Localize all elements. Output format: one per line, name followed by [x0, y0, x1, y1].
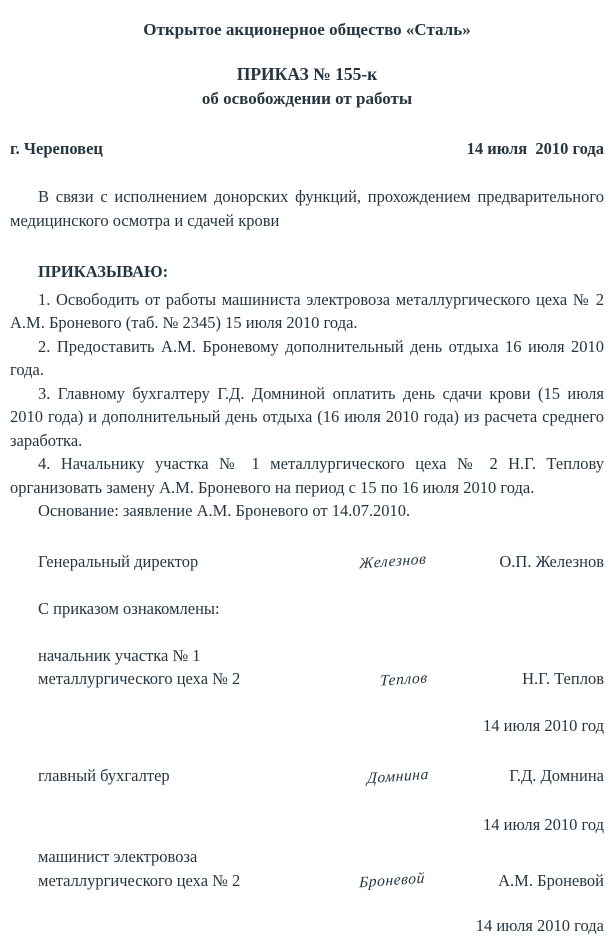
preamble-paragraph: В связи с исполнением донорских функций, прохождением предварительного медицинского осмотра и сдачей крови: [10, 187, 604, 230]
director-title: Генеральный директор: [38, 551, 199, 571]
company-name: Открытое акционерное общество «Сталь»: [143, 20, 471, 39]
order-item-2: 2. Предоставить А.М. Броневому дополнительный день отдыха 16 июля 2010 года.: [10, 336, 604, 379]
order-date: 14 июля 2010 года: [466, 139, 604, 158]
ack-row-accountant: [10, 764, 604, 788]
acknowledged-heading: С приказом ознакомлены:: [38, 599, 220, 618]
ack-row-foreman: [10, 644, 604, 691]
director-signature-row: [10, 550, 604, 574]
city-label: г. Череповец: [10, 139, 103, 158]
ack-row-driver: [10, 845, 604, 892]
ack-driver-handwritten-signature: Броневой: [358, 869, 426, 892]
ack-foreman-handwritten-signature: Теплов: [379, 668, 429, 690]
resolution-heading: ПРИКАЗЫВАЮ:: [38, 262, 169, 281]
director-handwritten-signature: Железнов: [358, 550, 427, 573]
order-item-1: 1. Освободить от работы машиниста электровоза металлургического цеха № 2 А.М. Броневого (таб. № 2345) 15 июля 2010 года.: [10, 289, 604, 332]
place-date-row: [10, 139, 604, 159]
ack-foreman-date: 14 июля 2010 год: [483, 715, 604, 735]
ack-accountant-date: 14 июля 2010 год: [483, 814, 604, 834]
order-items: [10, 288, 604, 500]
ack-foreman-name: Н.Г. Теплов: [522, 669, 604, 688]
ack-accountant-name: Г.Д. Домнина: [509, 766, 604, 785]
ack-accountant-title: главный бухгалтер: [38, 766, 170, 785]
basis-line: Основание: заявление А.М. Броневого от 14.07.2010.: [38, 501, 411, 520]
ack-driver-date: 14 июля 2010 года: [475, 916, 604, 935]
ack-driver-name: А.М. Броневой: [498, 870, 604, 890]
order-number-title: ПРИКАЗ № 155-к: [236, 64, 378, 84]
director-name: О.П. Железнов: [499, 551, 604, 571]
order-subject: об освобождении от работы: [201, 89, 413, 108]
order-item-3: 3. Главному бухгалтеру Г.Д. Домниной оплатить день сдачи крови (15 июля 2010 года) и дополнительный день отдыха (16 июля 2010 года) из расчета среднего заработка.: [10, 383, 604, 450]
order-item-4: 4. Начальнику участка № 1 металлургического цеха № 2 Н.Г. Теплову организовать замену А.М. Броневого на период с 15 по 16 июля 2010 года.: [10, 454, 604, 497]
ack-accountant-handwritten-signature: Домнина: [366, 765, 429, 787]
ack-driver-title: машинист электровоза металлургического цеха № 2: [38, 847, 241, 890]
ack-foreman-title: начальник участка № 1 металлургического цеха № 2: [38, 645, 241, 688]
